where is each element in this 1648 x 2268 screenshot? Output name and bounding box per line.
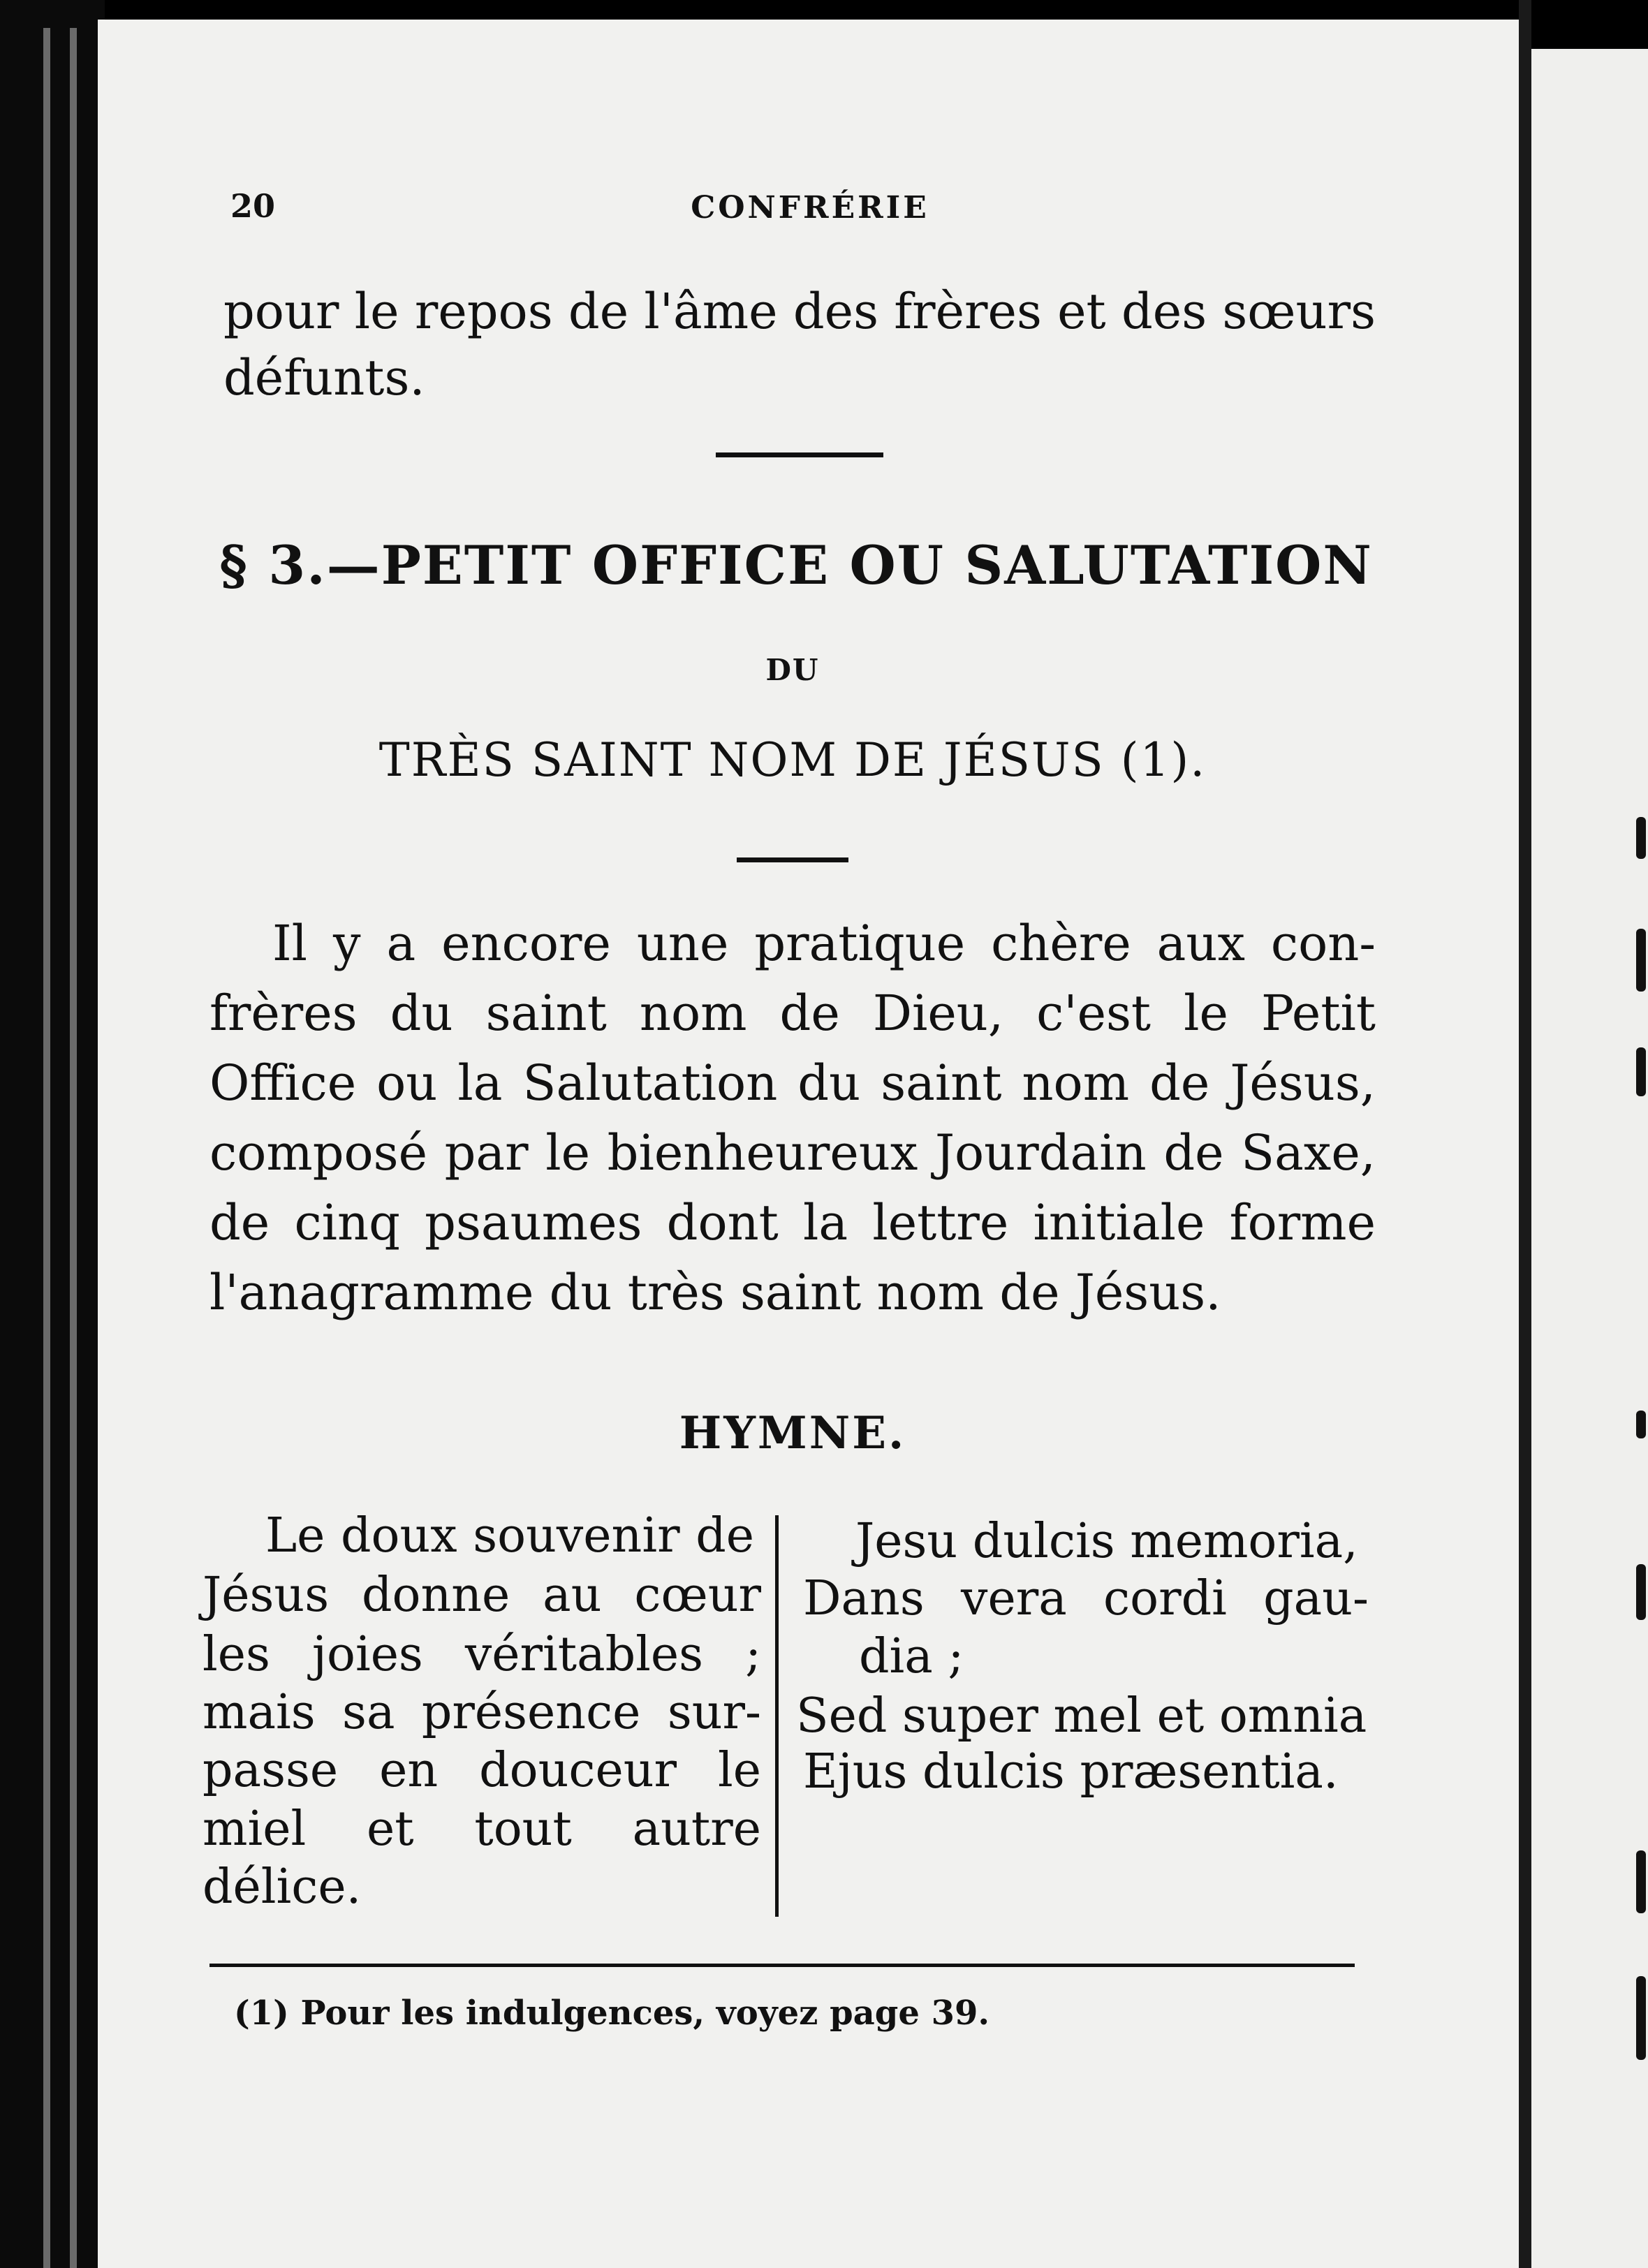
print-mark: [1636, 1047, 1646, 1096]
print-mark: [1636, 929, 1646, 992]
section-subtitle: TRÈS SAINT NOM DE JÉSUS (1).: [378, 733, 1207, 787]
hymn-french-line: miel et tout autre: [203, 1802, 761, 1857]
facing-page-edge: [1531, 49, 1648, 2268]
continuation-line-2: défunts.: [223, 349, 425, 406]
continuation-line-1: pour le repos de l'âme des frères et des sœurs: [223, 283, 1376, 340]
hymn-french-line: mais sa présence sur-: [203, 1685, 761, 1740]
section-title: § 3.—PETIT OFFICE OU SALUTATION: [219, 534, 1373, 596]
print-mark: [1636, 1411, 1646, 1438]
paragraph-line: de cinq psaumes dont la lettre initiale forme: [209, 1194, 1376, 1251]
running-head: [230, 187, 1390, 236]
hymn-french-line: passe en douceur le: [203, 1743, 761, 1798]
print-mark: [1636, 1850, 1646, 1913]
hymn-latin-line: Dans vera cordi gau-: [803, 1571, 1369, 1626]
footnote: (1) Pour les indulgences, voyez page 39.: [234, 1994, 990, 2033]
hymn-latin-line: Sed super mel et omnia: [796, 1688, 1367, 1744]
hymn-french-line: les joies véritables ;: [203, 1627, 761, 1682]
edge-stripe: [70, 28, 77, 2268]
page-number: 20: [230, 187, 276, 225]
column-divider: [775, 1515, 779, 1917]
book-left-edge: [0, 0, 105, 2268]
paragraph-line: frères du saint nom de Dieu, c'est le Petit: [209, 985, 1376, 1042]
separator-rule: [716, 452, 883, 457]
hymn-french-line: Le doux souvenir de: [265, 1508, 754, 1563]
paragraph-line: composé par le bienheureux Jourdain de Saxe,: [209, 1124, 1376, 1181]
section-connector: DU: [765, 653, 820, 687]
paragraph-line: Office ou la Salutation du saint nom de Jésus,: [209, 1054, 1376, 1112]
running-title: CONFRÉRIE: [691, 190, 929, 226]
print-mark: [1636, 1564, 1646, 1620]
separator-rule: [737, 857, 848, 862]
hymn-title: HYMNE.: [679, 1407, 906, 1459]
hymn-french-line: délice.: [203, 1860, 362, 1915]
edge-stripe: [43, 28, 50, 2268]
hymn-latin-line: dia ;: [859, 1629, 964, 1684]
hymn-latin-line: Jesu dulcis memoria,: [855, 1514, 1358, 1569]
hymn-french-line: Jésus donne au cœur: [203, 1568, 761, 1623]
print-mark: [1636, 817, 1646, 859]
print-mark: [1636, 1976, 1646, 2060]
footnote-rule: [209, 1964, 1355, 1967]
page-gutter: [1519, 0, 1531, 2268]
hymn-latin-line: Ejus dulcis præsentia.: [803, 1744, 1339, 1799]
paragraph-line: l'anagramme du très saint nom de Jésus.: [209, 1264, 1221, 1321]
paragraph-line: Il y a encore une pratique chère aux con-: [272, 915, 1376, 972]
